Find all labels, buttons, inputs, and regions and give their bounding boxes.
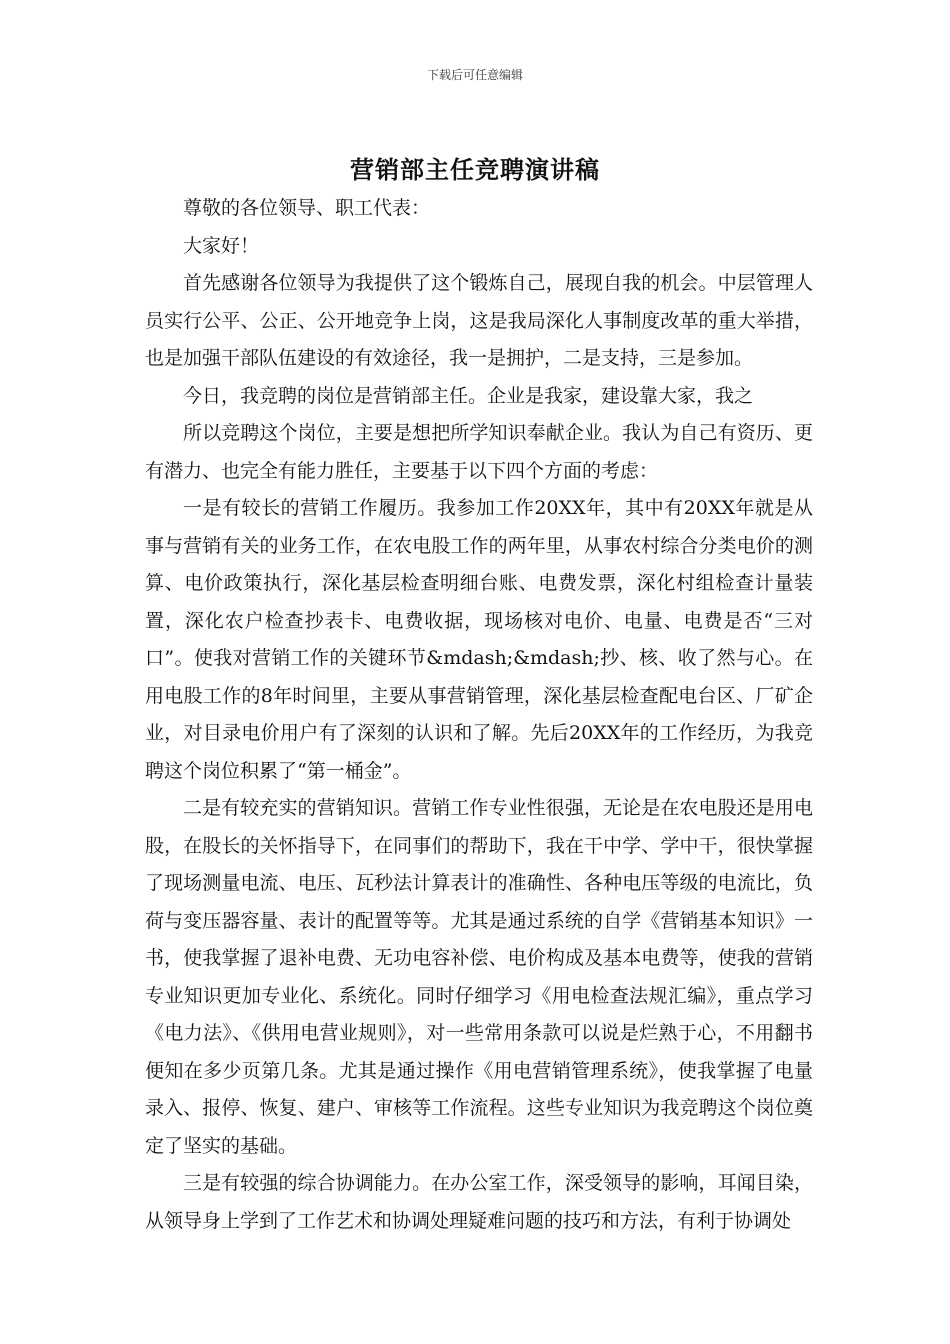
header-note: 下载后可任意编辑 xyxy=(426,68,523,82)
paragraph-greeting: 大家好！ xyxy=(183,234,260,257)
document-title: 营销部主任竞聘演讲稿 xyxy=(350,155,600,184)
paragraph-point-two: 二是有较充实的营销知识。营销工作专业性很强，无论是在农电股还是用电股，在股长的关怀指导下，在同事们的帮助下，我在干中学、学中干，很快掌握了现场测量电流、电压、瓦秒法计算表计的准确性、各种电压等级的电流比，负荷与变压器容量、表计的配置等等。尤其是通过系统的自学《营销基本知识》一书，使我掌握了退补电费、无功电容补偿、电价构成及基本电费等，使我的营销专业知识更加专业化、系统化。同时仔细学习《用电检查法规汇编》，重点学习《电力法》、《供用电营业规则》，对一些常用条款可以说是烂熟于心，不用翻书便知在多少页第几条。尤其是通过操作《用电营销管理系统》，使我掌握了电量录入、报停、恢复、建户、审核等工作流程。这些专业知识为我竞聘这个岗位奠定了坚实的基础。 xyxy=(145,797,813,1157)
paragraph-intro: 首先感谢各位领导为我提供了这个锻炼自己，展现自我的机会。中层管理人员实行公平、公正、公开地竞争上岗，这是我局深化人事制度改革的重大举措，也是加强干部队伍建设的有效途径，我一是拥护，二是支持，三是参加。 xyxy=(145,272,813,369)
paragraph-point-one: 一是有较长的营销工作履历。我参加工作20XX年，其中有20XX年就是从事与营销有关的业务工作，在农电股工作的两年里，从事农村综合分类电价的测算、电价政策执行，深化基层检查明细台账、电费发票，深化村组检查计量装置，深化农户检查抄表卡、电费收据，现场核对电价、电量、电费是否“三对口”。使我对营销工作的关键环节&mdash;&mdash;抄、核、收了然与心。在用电股工作的8年时间里，主要从事营销管理，深化基层检查配电台区、厂矿企业，对目录电价用户有了深刻的认识和了解。先后20XX年的工作经历，为我竞聘这个岗位积累了“第一桶金”。 xyxy=(145,497,813,782)
paragraph-salutation: 尊敬的各位领导、职工代表： xyxy=(183,197,431,219)
paragraph-position: 今日，我竞聘的岗位是营销部主任。企业是我家，建设靠大家，我之 xyxy=(183,384,754,407)
document-body xyxy=(145,190,813,1240)
paragraph-position-continued: 所以竞聘这个岗位，主要是想把所学知识奉献企业。我认为自己有资历、更有潜力、也完全有能力胜任，主要基于以下四个方面的考虑： xyxy=(145,422,813,482)
paragraph-point-three: 三是有较强的综合协调能力。在办公室工作，深受领导的影响，耳闻目染，从领导身上学到了工作艺术和协调处理疑难问题的技巧和方法，有利于协调处 xyxy=(145,1172,813,1232)
